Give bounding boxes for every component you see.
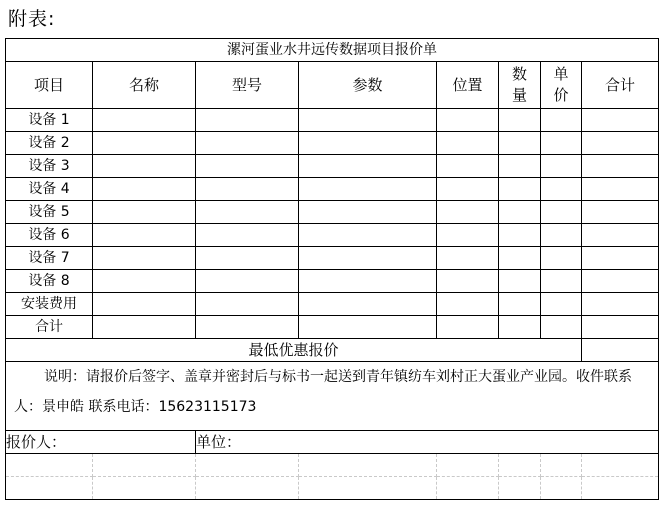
column-header-location: 位置 (437, 62, 499, 109)
row-label: 设备 2 (6, 132, 93, 155)
entry-cell[interactable] (299, 316, 437, 339)
entry-cell[interactable] (499, 201, 541, 224)
blank-cell[interactable] (437, 477, 499, 500)
entry-cell[interactable] (437, 247, 499, 270)
entry-cell[interactable] (582, 155, 659, 178)
blank-cell[interactable] (93, 477, 196, 500)
table-row (6, 178, 659, 201)
entry-cell[interactable] (299, 201, 437, 224)
best-price-row (6, 339, 659, 362)
entry-cell[interactable] (541, 247, 582, 270)
blank-cell[interactable] (196, 477, 299, 500)
stacked-header-text: 单 价 (553, 65, 569, 104)
quotation-form (5, 38, 658, 506)
table-row (6, 201, 659, 224)
blank-cell[interactable] (499, 454, 541, 477)
row-label: 设备 6 (6, 224, 93, 247)
entry-cell[interactable] (93, 155, 196, 178)
entry-cell[interactable] (93, 224, 196, 247)
column-header-total: 合计 (582, 62, 659, 109)
blank-cell[interactable] (196, 454, 299, 477)
entry-cell[interactable] (541, 178, 582, 201)
column-header-name: 名称 (93, 62, 196, 109)
entry-cell[interactable] (582, 132, 659, 155)
entry-cell[interactable] (499, 132, 541, 155)
entry-cell[interactable] (541, 132, 582, 155)
entry-cell[interactable] (582, 293, 659, 316)
entry-cell[interactable] (437, 132, 499, 155)
entry-cell[interactable] (582, 178, 659, 201)
entry-cell[interactable] (437, 293, 499, 316)
table-row (6, 316, 659, 339)
blank-row (6, 454, 659, 477)
entry-cell[interactable] (499, 270, 541, 293)
row-label: 设备 5 (6, 201, 93, 224)
note-text (6, 362, 659, 431)
note-row (6, 362, 659, 431)
blank-cell[interactable] (6, 454, 93, 477)
entry-cell[interactable] (196, 224, 299, 247)
entry-cell[interactable] (541, 201, 582, 224)
blank-cell[interactable] (93, 454, 196, 477)
entry-cell[interactable] (299, 247, 437, 270)
entry-cell[interactable] (582, 109, 659, 132)
entry-cell[interactable] (437, 155, 499, 178)
table-row (6, 270, 659, 293)
entry-cell[interactable] (93, 201, 196, 224)
column-header-quantity (499, 62, 541, 109)
entry-cell[interactable] (437, 201, 499, 224)
entry-cell[interactable] (437, 178, 499, 201)
note-content: 说明：请报价后签字、盖章并密封后与标书一起送到青年镇纺车刘村正大蛋业产业园。收件联系人：景申皓 联系电话：15623115173 (14, 369, 632, 415)
table-row (6, 293, 659, 316)
entry-cell[interactable] (437, 316, 499, 339)
best-price-label: 最低优惠报价 (6, 339, 582, 362)
entry-cell[interactable] (499, 224, 541, 247)
column-header-item: 项目 (6, 62, 93, 109)
blank-cell[interactable] (299, 454, 437, 477)
entry-cell[interactable] (93, 270, 196, 293)
row-label: 设备 4 (6, 178, 93, 201)
entry-cell[interactable] (499, 178, 541, 201)
entry-cell[interactable] (582, 270, 659, 293)
entry-cell[interactable] (437, 270, 499, 293)
row-label: 设备 3 (6, 155, 93, 178)
blank-cell[interactable] (499, 477, 541, 500)
best-price-value-cell[interactable] (582, 339, 659, 362)
entry-cell[interactable] (499, 155, 541, 178)
entry-cell[interactable] (196, 155, 299, 178)
blank-cell[interactable] (437, 454, 499, 477)
attachment-heading: 附表: (8, 8, 56, 30)
entry-cell[interactable] (541, 270, 582, 293)
entry-cell[interactable] (196, 178, 299, 201)
row-label: 设备 7 (6, 247, 93, 270)
entry-cell[interactable] (499, 247, 541, 270)
entry-cell[interactable] (93, 247, 196, 270)
entry-cell[interactable] (93, 178, 196, 201)
entry-cell[interactable] (196, 247, 299, 270)
entry-cell[interactable] (541, 155, 582, 178)
entry-cell[interactable] (582, 316, 659, 339)
entry-cell[interactable] (541, 224, 582, 247)
entry-cell[interactable] (541, 293, 582, 316)
row-label: 安装费用 (6, 293, 93, 316)
entry-cell[interactable] (196, 109, 299, 132)
column-header-row (6, 62, 659, 109)
entry-cell[interactable] (299, 132, 437, 155)
entry-cell[interactable] (93, 109, 196, 132)
entry-cell[interactable] (437, 224, 499, 247)
entry-cell[interactable] (196, 201, 299, 224)
entry-cell[interactable] (299, 109, 437, 132)
quotation-table (5, 38, 659, 500)
entry-cell[interactable] (582, 247, 659, 270)
signature-row (6, 431, 659, 454)
entry-cell[interactable] (299, 293, 437, 316)
column-header-model: 型号 (196, 62, 299, 109)
entry-cell[interactable] (499, 109, 541, 132)
form-title: 漯河蛋业水井远传数据项目报价单 (6, 39, 659, 62)
entry-cell[interactable] (299, 224, 437, 247)
row-label: 合计 (6, 316, 93, 339)
entry-cell[interactable] (582, 224, 659, 247)
column-header-params: 参数 (299, 62, 437, 109)
row-label: 设备 8 (6, 270, 93, 293)
blank-cell[interactable] (541, 454, 582, 477)
table-row (6, 247, 659, 270)
column-header-unit-price (541, 62, 582, 109)
row-label: 设备 1 (6, 109, 93, 132)
entry-cell[interactable] (196, 316, 299, 339)
entry-cell[interactable] (93, 316, 196, 339)
entry-cell[interactable] (541, 316, 582, 339)
table-row (6, 155, 659, 178)
entry-cell[interactable] (299, 155, 437, 178)
blank-cell[interactable] (299, 477, 437, 500)
entry-cell[interactable] (582, 201, 659, 224)
entry-cell[interactable] (196, 270, 299, 293)
blank-cell[interactable] (582, 477, 659, 500)
unit-label: 单位： (196, 431, 659, 454)
entry-cell[interactable] (437, 109, 499, 132)
blank-row (6, 477, 659, 500)
table-row (6, 224, 659, 247)
entry-cell[interactable] (499, 316, 541, 339)
table-row (6, 132, 659, 155)
blank-cell[interactable] (6, 477, 93, 500)
entry-cell[interactable] (499, 293, 541, 316)
entry-cell[interactable] (196, 132, 299, 155)
entry-cell[interactable] (196, 293, 299, 316)
entry-cell[interactable] (299, 270, 437, 293)
quoter-label: 报价人： (6, 431, 196, 454)
entry-cell[interactable] (299, 178, 437, 201)
entry-cell[interactable] (93, 132, 196, 155)
blank-cell[interactable] (582, 454, 659, 477)
blank-cell[interactable] (541, 477, 582, 500)
entry-cell[interactable] (541, 109, 582, 132)
stacked-header-text: 数 量 (511, 65, 527, 104)
table-row (6, 109, 659, 132)
entry-cell[interactable] (93, 293, 196, 316)
